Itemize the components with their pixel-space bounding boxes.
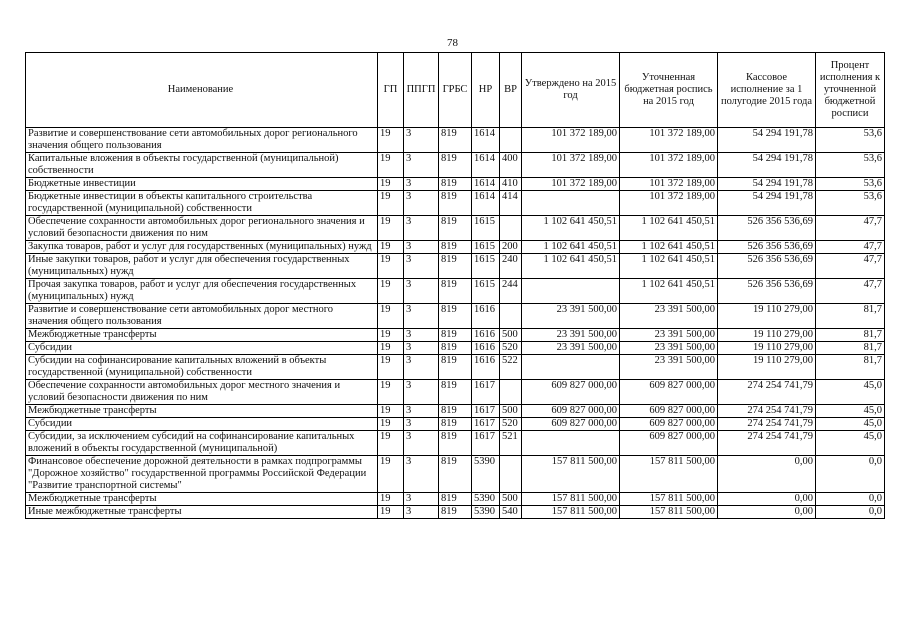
cell-ppgp: 3	[404, 178, 439, 191]
cell-np: 1615	[472, 279, 500, 304]
cell-name: Капитальные вложения в объекты государственной (муниципальной) собственности	[26, 153, 378, 178]
cell-cash: 526 356 536,69	[718, 254, 816, 279]
cell-name: Межбюджетные трансферты	[26, 493, 378, 506]
cell-cash: 274 254 741,79	[718, 380, 816, 405]
cell-cash: 526 356 536,69	[718, 241, 816, 254]
cell-cash: 19 110 279,00	[718, 304, 816, 329]
table-row	[26, 380, 885, 405]
cell-ppgp: 3	[404, 431, 439, 456]
cell-refined: 23 391 500,00	[620, 342, 718, 355]
table-row	[26, 304, 885, 329]
cell-np: 1617	[472, 431, 500, 456]
cell-gp: 19	[378, 128, 404, 153]
cell-grbs: 819	[439, 456, 472, 493]
cell-name: Прочая закупка товаров, работ и услуг для обеспечения государственных (муниципальных) нужд	[26, 279, 378, 304]
cell-gp: 19	[378, 431, 404, 456]
cell-gp: 19	[378, 355, 404, 380]
cell-ppgp: 3	[404, 342, 439, 355]
cell-refined: 157 811 500,00	[620, 506, 718, 519]
table-row	[26, 128, 885, 153]
cell-refined: 1 102 641 450,51	[620, 254, 718, 279]
cell-vr: 520	[500, 418, 522, 431]
cell-vr: 500	[500, 405, 522, 418]
cell-percent: 81,7	[816, 342, 885, 355]
cell-cash: 526 356 536,69	[718, 216, 816, 241]
cell-grbs: 819	[439, 405, 472, 418]
cell-np: 1616	[472, 342, 500, 355]
cell-approved: 101 372 189,00	[522, 178, 620, 191]
cell-name: Развитие и совершенствование сети автомобильных дорог местного значения общего пользования	[26, 304, 378, 329]
cell-cash: 19 110 279,00	[718, 329, 816, 342]
cell-refined: 101 372 189,00	[620, 178, 718, 191]
cell-approved: 101 372 189,00	[522, 128, 620, 153]
cell-name: Финансовое обеспечение дорожной деятельности в рамках подпрограммы "Дорожное хозяйство" государственной программы Российской Федерации "Развитие транспортной системы"	[26, 456, 378, 493]
cell-ppgp: 3	[404, 153, 439, 178]
cell-ppgp: 3	[404, 329, 439, 342]
page-number: 78	[447, 37, 458, 49]
cell-grbs: 819	[439, 355, 472, 380]
cell-cash: 274 254 741,79	[718, 405, 816, 418]
cell-percent: 53,6	[816, 128, 885, 153]
cell-percent: 81,7	[816, 329, 885, 342]
cell-vr	[500, 380, 522, 405]
cell-gp: 19	[378, 254, 404, 279]
cell-grbs: 819	[439, 493, 472, 506]
cell-grbs: 819	[439, 128, 472, 153]
cell-vr: 500	[500, 329, 522, 342]
table-row	[26, 216, 885, 241]
cell-np: 1617	[472, 405, 500, 418]
cell-gp: 19	[378, 329, 404, 342]
cell-name: Иные закупки товаров, работ и услуг для обеспечения государственных (муниципальных) нужд	[26, 254, 378, 279]
cell-vr: 414	[500, 191, 522, 216]
cell-gp: 19	[378, 493, 404, 506]
cell-approved: 157 811 500,00	[522, 506, 620, 519]
cell-gp: 19	[378, 380, 404, 405]
header-percent: Процент исполнения к уточненной бюджетной росписи	[816, 53, 885, 128]
cell-ppgp: 3	[404, 506, 439, 519]
cell-grbs: 819	[439, 342, 472, 355]
cell-percent: 0,0	[816, 456, 885, 493]
cell-approved	[522, 355, 620, 380]
cell-refined: 609 827 000,00	[620, 418, 718, 431]
table-row	[26, 405, 885, 418]
cell-approved: 157 811 500,00	[522, 456, 620, 493]
cell-name: Развитие и совершенствование сети автомобильных дорог регионального значения общего пользования	[26, 128, 378, 153]
cell-vr: 500	[500, 493, 522, 506]
table-row	[26, 241, 885, 254]
cell-grbs: 819	[439, 178, 472, 191]
cell-ppgp: 3	[404, 456, 439, 493]
budget-table	[25, 52, 885, 519]
cell-cash: 54 294 191,78	[718, 178, 816, 191]
cell-ppgp: 3	[404, 254, 439, 279]
cell-refined: 101 372 189,00	[620, 191, 718, 216]
table-row	[26, 178, 885, 191]
cell-cash: 54 294 191,78	[718, 191, 816, 216]
cell-name: Субсидии	[26, 342, 378, 355]
cell-gp: 19	[378, 456, 404, 493]
cell-name: Субсидии, за исключением субсидий на софинансирование капитальных вложений в объекты государственной (муниципальной)	[26, 431, 378, 456]
cell-np: 1616	[472, 329, 500, 342]
cell-refined: 101 372 189,00	[620, 128, 718, 153]
cell-ppgp: 3	[404, 216, 439, 241]
cell-grbs: 819	[439, 153, 472, 178]
table-header-row	[26, 53, 885, 128]
cell-refined: 157 811 500,00	[620, 456, 718, 493]
cell-grbs: 819	[439, 241, 472, 254]
header-np: НР	[472, 53, 500, 128]
cell-percent: 53,6	[816, 178, 885, 191]
cell-vr: 410	[500, 178, 522, 191]
header-ppgp: ППГП	[404, 53, 439, 128]
cell-cash: 0,00	[718, 493, 816, 506]
table-row	[26, 254, 885, 279]
cell-np: 1615	[472, 216, 500, 241]
cell-approved: 609 827 000,00	[522, 418, 620, 431]
cell-ppgp: 3	[404, 405, 439, 418]
cell-grbs: 819	[439, 191, 472, 216]
cell-gp: 19	[378, 241, 404, 254]
cell-approved	[522, 431, 620, 456]
cell-np: 5390	[472, 506, 500, 519]
cell-cash: 274 254 741,79	[718, 431, 816, 456]
cell-vr: 400	[500, 153, 522, 178]
cell-ppgp: 3	[404, 241, 439, 254]
cell-np: 1615	[472, 241, 500, 254]
cell-approved: 23 391 500,00	[522, 329, 620, 342]
cell-percent: 47,7	[816, 279, 885, 304]
cell-grbs: 819	[439, 431, 472, 456]
cell-percent: 0,0	[816, 506, 885, 519]
cell-name: Обеспечение сохранности автомобильных дорог регионального значения и условий безопасности движения по ним	[26, 216, 378, 241]
cell-np: 5390	[472, 493, 500, 506]
cell-refined: 23 391 500,00	[620, 329, 718, 342]
cell-percent: 81,7	[816, 304, 885, 329]
cell-vr: 200	[500, 241, 522, 254]
cell-approved: 1 102 641 450,51	[522, 216, 620, 241]
cell-refined: 1 102 641 450,51	[620, 216, 718, 241]
cell-approved	[522, 191, 620, 216]
cell-percent: 47,7	[816, 241, 885, 254]
cell-grbs: 819	[439, 506, 472, 519]
cell-refined: 1 102 641 450,51	[620, 241, 718, 254]
header-grbs: ГРБС	[439, 53, 472, 128]
cell-name: Закупка товаров, работ и услуг для государственных (муниципальных) нужд	[26, 241, 378, 254]
cell-approved: 1 102 641 450,51	[522, 241, 620, 254]
cell-np: 5390	[472, 456, 500, 493]
cell-ppgp: 3	[404, 191, 439, 216]
cell-refined: 1 102 641 450,51	[620, 279, 718, 304]
cell-gp: 19	[378, 191, 404, 216]
cell-gp: 19	[378, 178, 404, 191]
cell-approved: 101 372 189,00	[522, 153, 620, 178]
cell-cash: 274 254 741,79	[718, 418, 816, 431]
cell-gp: 19	[378, 304, 404, 329]
cell-np: 1614	[472, 191, 500, 216]
cell-percent: 45,0	[816, 431, 885, 456]
cell-ppgp: 3	[404, 355, 439, 380]
cell-refined: 23 391 500,00	[620, 355, 718, 380]
cell-percent: 45,0	[816, 418, 885, 431]
cell-percent: 53,6	[816, 153, 885, 178]
header-gp: ГП	[378, 53, 404, 128]
cell-grbs: 819	[439, 279, 472, 304]
cell-refined: 609 827 000,00	[620, 431, 718, 456]
cell-np: 1614	[472, 153, 500, 178]
cell-approved: 1 102 641 450,51	[522, 254, 620, 279]
cell-gp: 19	[378, 279, 404, 304]
cell-cash: 19 110 279,00	[718, 342, 816, 355]
cell-np: 1614	[472, 128, 500, 153]
cell-cash: 54 294 191,78	[718, 128, 816, 153]
cell-np: 1617	[472, 418, 500, 431]
cell-percent: 53,6	[816, 191, 885, 216]
cell-ppgp: 3	[404, 128, 439, 153]
cell-approved: 157 811 500,00	[522, 493, 620, 506]
header-name: Наименование	[26, 53, 378, 128]
cell-vr: 522	[500, 355, 522, 380]
header-refined: Уточненная бюджетная роспись на 2015 год	[620, 53, 718, 128]
cell-name: Бюджетные инвестиции	[26, 178, 378, 191]
cell-np: 1617	[472, 380, 500, 405]
cell-refined: 609 827 000,00	[620, 405, 718, 418]
cell-refined: 157 811 500,00	[620, 493, 718, 506]
cell-ppgp: 3	[404, 493, 439, 506]
table-row	[26, 153, 885, 178]
table-row	[26, 431, 885, 456]
cell-grbs: 819	[439, 216, 472, 241]
table-row	[26, 329, 885, 342]
cell-vr	[500, 128, 522, 153]
table-row	[26, 506, 885, 519]
cell-vr	[500, 304, 522, 329]
table-body	[26, 128, 885, 519]
cell-vr	[500, 216, 522, 241]
cell-gp: 19	[378, 506, 404, 519]
cell-gp: 19	[378, 153, 404, 178]
cell-percent: 47,7	[816, 216, 885, 241]
cell-gp: 19	[378, 342, 404, 355]
cell-ppgp: 3	[404, 304, 439, 329]
cell-gp: 19	[378, 405, 404, 418]
cell-percent: 0,0	[816, 493, 885, 506]
cell-approved: 23 391 500,00	[522, 342, 620, 355]
cell-approved: 609 827 000,00	[522, 380, 620, 405]
table-row	[26, 418, 885, 431]
cell-percent: 47,7	[816, 254, 885, 279]
cell-cash: 0,00	[718, 506, 816, 519]
cell-cash: 0,00	[718, 456, 816, 493]
table-row	[26, 456, 885, 493]
cell-gp: 19	[378, 216, 404, 241]
cell-vr: 240	[500, 254, 522, 279]
cell-approved: 609 827 000,00	[522, 405, 620, 418]
table-row	[26, 355, 885, 380]
cell-name: Иные межбюджетные трансферты	[26, 506, 378, 519]
cell-vr: 520	[500, 342, 522, 355]
cell-vr: 540	[500, 506, 522, 519]
cell-ppgp: 3	[404, 279, 439, 304]
cell-refined: 23 391 500,00	[620, 304, 718, 329]
cell-grbs: 819	[439, 254, 472, 279]
cell-cash: 19 110 279,00	[718, 355, 816, 380]
cell-grbs: 819	[439, 380, 472, 405]
cell-name: Субсидии на софинансирование капитальных вложений в объекты государственной (муниципальной) собственности	[26, 355, 378, 380]
cell-percent: 45,0	[816, 405, 885, 418]
cell-np: 1614	[472, 178, 500, 191]
header-vr: ВР	[500, 53, 522, 128]
table-row	[26, 279, 885, 304]
cell-percent: 81,7	[816, 355, 885, 380]
cell-refined: 101 372 189,00	[620, 153, 718, 178]
cell-ppgp: 3	[404, 418, 439, 431]
cell-name: Межбюджетные трансферты	[26, 405, 378, 418]
cell-grbs: 819	[439, 418, 472, 431]
cell-name: Субсидии	[26, 418, 378, 431]
cell-cash: 526 356 536,69	[718, 279, 816, 304]
cell-grbs: 819	[439, 304, 472, 329]
cell-np: 1616	[472, 304, 500, 329]
header-approved: Утверждено на 2015 год	[522, 53, 620, 128]
cell-percent: 45,0	[816, 380, 885, 405]
cell-np: 1616	[472, 355, 500, 380]
table-row	[26, 493, 885, 506]
cell-name: Бюджетные инвестиции в объекты капитального строительства государственной (муниципальной) собственности	[26, 191, 378, 216]
cell-name: Обеспечение сохранности автомобильных дорог местного значения и условий безопасности движения по ним	[26, 380, 378, 405]
cell-vr: 244	[500, 279, 522, 304]
header-cash: Кассовое исполнение за 1 полугодие 2015 года	[718, 53, 816, 128]
cell-approved: 23 391 500,00	[522, 304, 620, 329]
cell-refined: 609 827 000,00	[620, 380, 718, 405]
cell-vr	[500, 456, 522, 493]
cell-gp: 19	[378, 418, 404, 431]
cell-approved	[522, 279, 620, 304]
cell-np: 1615	[472, 254, 500, 279]
table-row	[26, 191, 885, 216]
cell-cash: 54 294 191,78	[718, 153, 816, 178]
cell-name: Межбюджетные трансферты	[26, 329, 378, 342]
cell-ppgp: 3	[404, 380, 439, 405]
table-row	[26, 342, 885, 355]
cell-vr: 521	[500, 431, 522, 456]
cell-grbs: 819	[439, 329, 472, 342]
